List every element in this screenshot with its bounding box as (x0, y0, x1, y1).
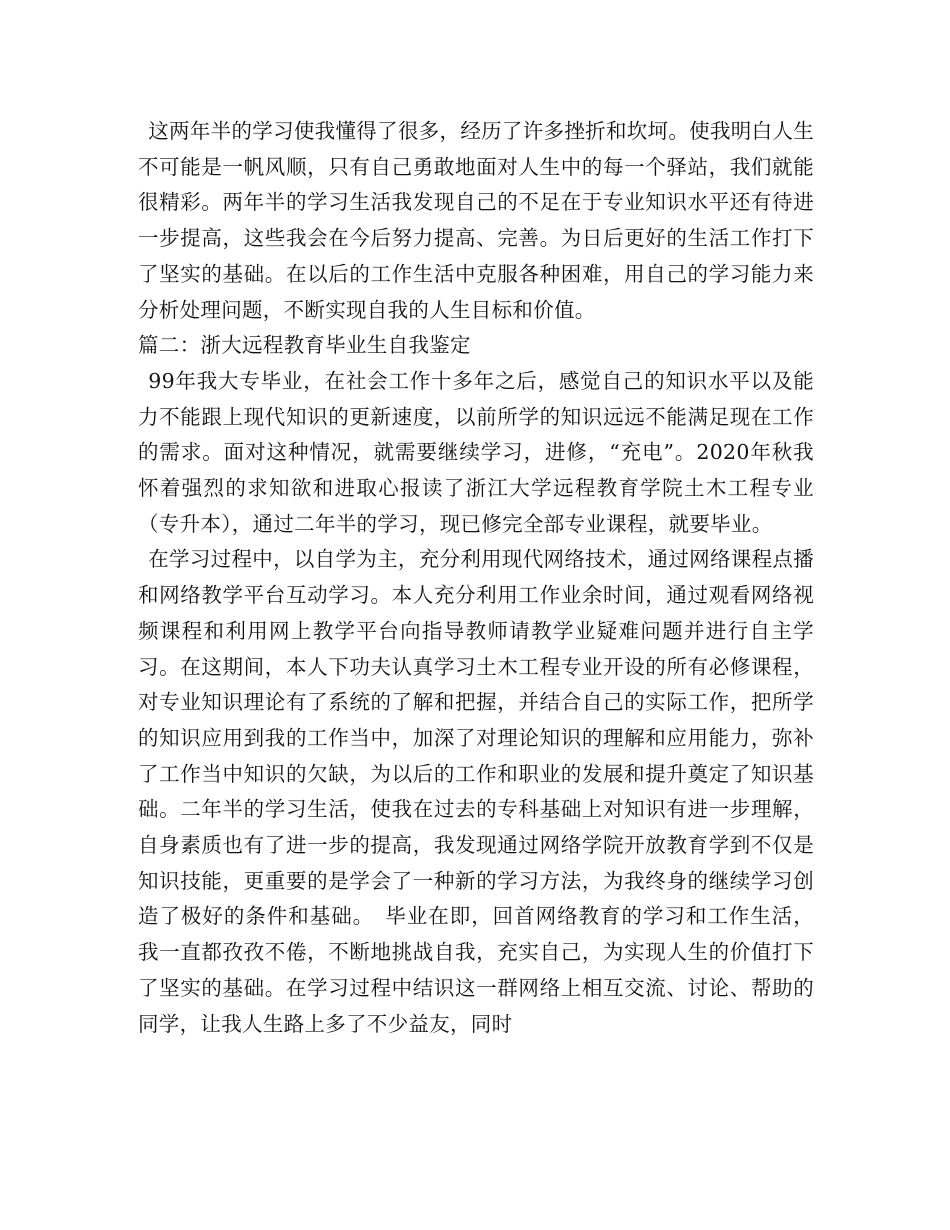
paragraph-1: 这两年半的学习使我懂得了很多，经历了许多挫折和坎坷。使我明白人生不可能是一帆风顺，只有自己勇敢地面对人生中的每一个驿站，我们就能很精彩。两年半的学习生活我发现自己的不足在于专业知识水平还有待进一步提高，这些我会在今后努力提高、完善。为日后更好的生活工作打下了坚实的基础。在以后的工作生活中克服各种困难，用自己的学习能力来分析处理问题，不断实现自我的人生目标和价值。 (138, 119, 814, 322)
paragraph-2: 99年我大专毕业，在社会工作十多年之后，感觉自己的知识水平以及能力不能跟上现代知识的更新速度，以前所学的知识远远不能满足现在工作的需求。面对这种情况，就需要继续学习，进修，“充电”。2020年秋我怀着强烈的求知欲和进取心报读了浙江大学远程教育学院土木工程专业（专升本），通过二年半的学习，现已修完全部专业课程，就要毕业。 (138, 368, 814, 536)
paragraph-3: 在学习过程中，以自学为主，充分利用现代网络技术，通过网络课程点播和网络教学平台互动学习。本人充分利用工作业余时间，通过观看网络视频课程和利用网上教学平台向指导教师请教学业疑难问题并进行自主学习。在这期间，本人下功夫认真学习土木工程专业开设的所有必修课程，对专业知识理论有了系统的了解和把握，并结合自己的实际工作，把所学的知识应用到我的工作当中，加深了对理论知识的理解和应用能力，弥补了工作当中知识的欠缺，为以后的工作和职业的发展和提升奠定了知识基础。二年半的学习生活，使我在过去的专科基础上对知识有进一步理解，自身素质也有了进一步的提高，我发现通过网络学院开放教育学到不仅是知识技能，更重要的是学会了一种新的学习方法，为我终身的继续学习创造了极好的条件和基础。 毕业在即，回首网络教育的学习和工作生活，我一直都孜孜不倦，不断地挑战自我，充实自己，为实现人生的价值打下了坚实的基础。在学习过程中结识这一群网络上相互交流、讨论、帮助的同学，让我人生路上多了不少益友，同时 (138, 547, 814, 1036)
section-heading: 篇二：浙大远程教育毕业生自我鉴定 (138, 333, 471, 358)
document-body (138, 114, 814, 1042)
